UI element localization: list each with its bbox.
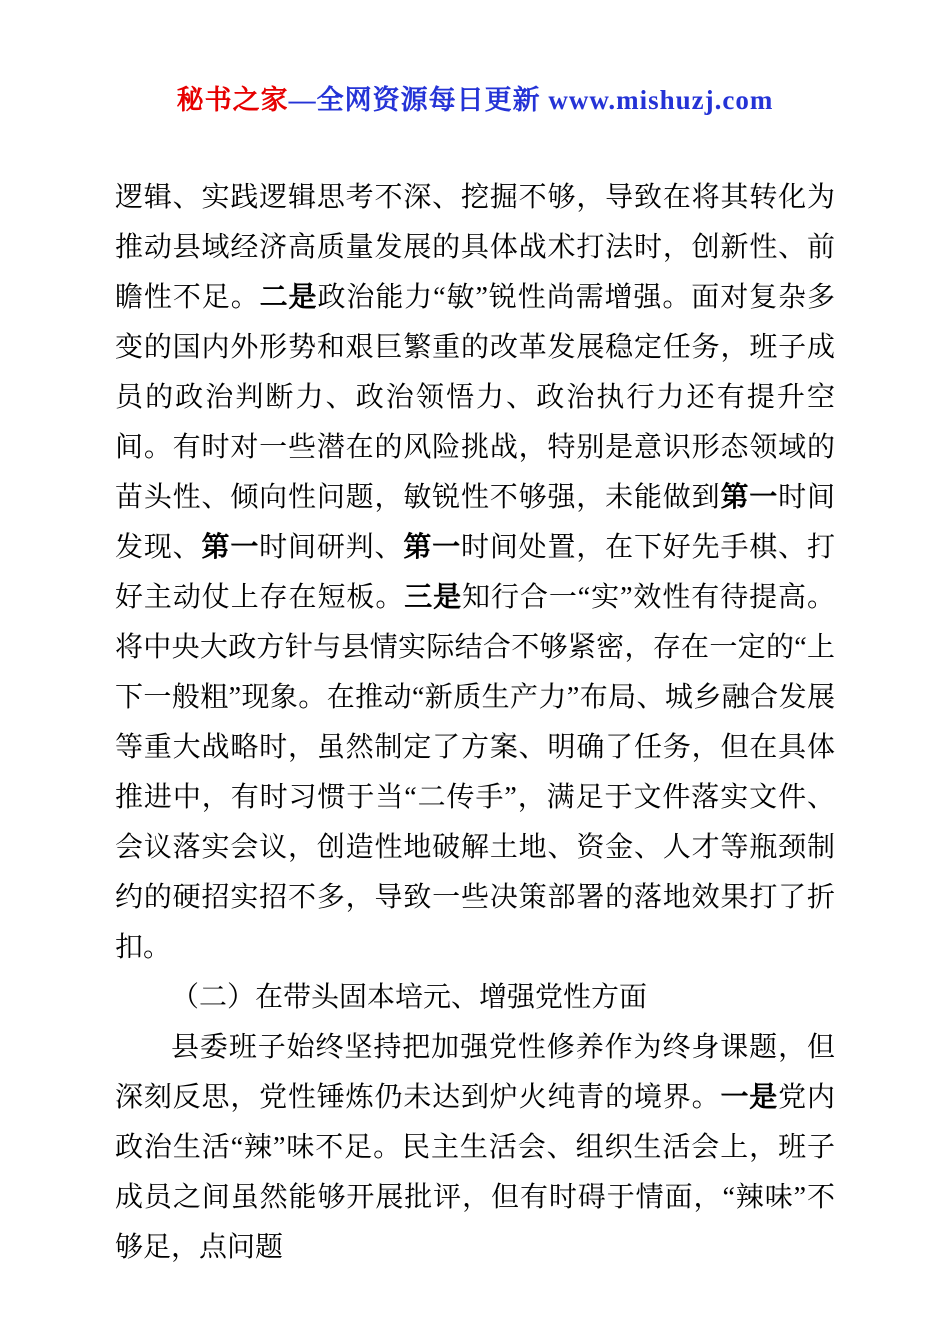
text-run: 政治能力“敏”锐性尚需增强。面对复杂多变的国内外形势和艰巨繁重的改革发展稳定任务，班子成员的政治判断力、政治领悟力、政治执行力还有提升空间。有时对一些潜在的风险挑战，特别是意识形态领域的苗头性、倾向性问题，敏锐性不够强，未能做到 — [115, 282, 835, 513]
text-run: 时间发现、 — [115, 482, 835, 563]
site-header — [115, 78, 835, 117]
text-run: 逻辑、实践逻辑思考不深、挖掘不够，导致在将其转化为推动县域经济高质量发展的具体战术打法时，创新性、前瞻性不足。 — [115, 182, 835, 313]
text-run-bold: 一是 — [720, 1082, 779, 1113]
paragraph-continuation — [115, 173, 835, 973]
paragraph-body — [115, 1023, 835, 1273]
text-run-bold: 第一 — [403, 532, 461, 563]
text-run-bold: 第一 — [201, 532, 260, 563]
text-run: 时间处置，在下好先手棋、打好主动仗上存在短板。 — [115, 532, 835, 613]
text-run-bold: 二是 — [259, 282, 318, 313]
document-body — [115, 173, 835, 1273]
section-heading: （二）在带头固本培元、增强党性方面 — [171, 982, 648, 1013]
text-run: 党内政治生活“辣”味不足。民主生活会、组织生活会上，班子成员之间虽然能够开展批评，但有时碍于情面，“辣味”不够足，点问题 — [115, 1082, 835, 1263]
brand-name: 秘书之家 — [176, 85, 289, 115]
text-run-bold: 第一 — [720, 482, 779, 513]
header-url-link[interactable]: www.mishuzj.com — [548, 85, 774, 115]
header-tagline: —全网资源每日更新 — [288, 85, 549, 115]
text-run-bold: 三是 — [404, 582, 463, 613]
text-run: 时间研判、 — [259, 532, 404, 563]
text-run: 县委班子始终坚持把加强党性修养作为终身课题，但深刻反思，党性锤炼仍未达到炉火纯青的境界。 — [115, 1032, 835, 1113]
text-run: 知行合一“实”效性有待提高。将中央大政方针与县情实际结合不够紧密，存在一定的“上下一般粗”现象。在推动“新质生产力”布局、城乡融合发展等重大战略时，虽然制定了方案、明确了任务，但在具体推进中，有时习惯于当“二传手”，满足于文件落实文件、会议落实会议，创造性地破解土地、资金、人才等瓶颈制约的硬招实招不多，导致一些决策部署的落地效果打了折扣。 — [115, 582, 835, 963]
